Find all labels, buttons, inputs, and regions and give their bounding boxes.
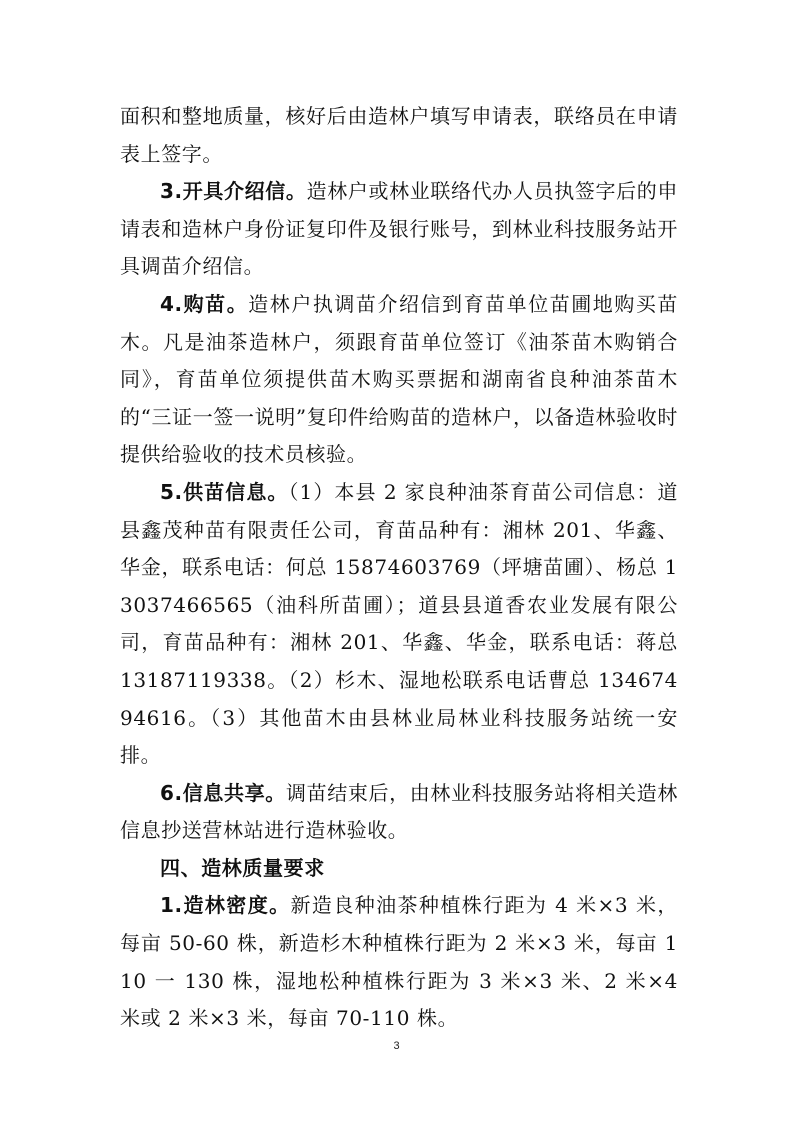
continuation-paragraph: 面积和整地质量，核好后由造林户填写申请表，联络员在申请表上签字。 [120,104,678,166]
section-buy-seedlings [120,286,678,474]
section-text: 新造良种油茶种植株行距为 4 米×3 米，每亩 50-60 株，新造杉木种植株行距为 2 米×3 米，每亩 110 一 130 株，湿地松种植株行距为 3 米×3 米、2 米×4 米或 2 米×3 米，每亩 70-110 株。 [120,893,678,1031]
section-heading: 四、造林质量要求 [160,855,325,880]
section-title: 5.供苗信息。 [160,479,289,504]
section-open-letter [120,173,678,286]
section-text: 造林户执调苗介绍信到育苗单位苗圃地购买苗木。凡是油茶造林户，须跟育苗单位签订《油茶苗木购销合同》，育苗单位须提供苗木购买票据和湖南省良种油茶苗木的“三证一签一说明”复印件给购苗的造林户，以备造林验收时提供给验收的技术员核验。 [120,291,678,467]
document-body [120,98,678,1038]
section-title: 4.购苗。 [160,291,249,316]
section-supply-info [120,474,678,775]
page-number: 3 [393,1040,400,1052]
section-info-sharing [120,775,678,850]
section-title: 3.开具介绍信。 [160,179,307,204]
section-title: 1.造林密度。 [160,893,291,918]
section-text: 调苗结束后，由林业科技服务站将相关造林信息抄送营林站进行造林验收。 [120,780,678,843]
section-text: （1）本县 2 家良种油茶育苗公司信息：道县鑫茂种苗有限责任公司，育苗品种有：湘林 201、华鑫、华金，联系电话：何总 15874603769（坪塘苗圃）、杨总 13037466565（油科所苗圃）；道县县道香农业发展有限公司，育苗品种有：湘林 201、华鑫、华金，联系电话：蒋总 13187119338。（2）杉木、湿地松联系电话曹总 13467494616。（3）其他苗木由县林业局林业科技服务站统一安排。 [120,479,678,768]
section-title: 6.信息共享。 [160,780,286,805]
section-text: 造林户或林业联络代办人员执签字后的申请表和造林户身份证复印件及银行账号，到林业科技服务站开具调苗介绍信。 [120,179,678,279]
section-planting-density [120,887,678,1037]
